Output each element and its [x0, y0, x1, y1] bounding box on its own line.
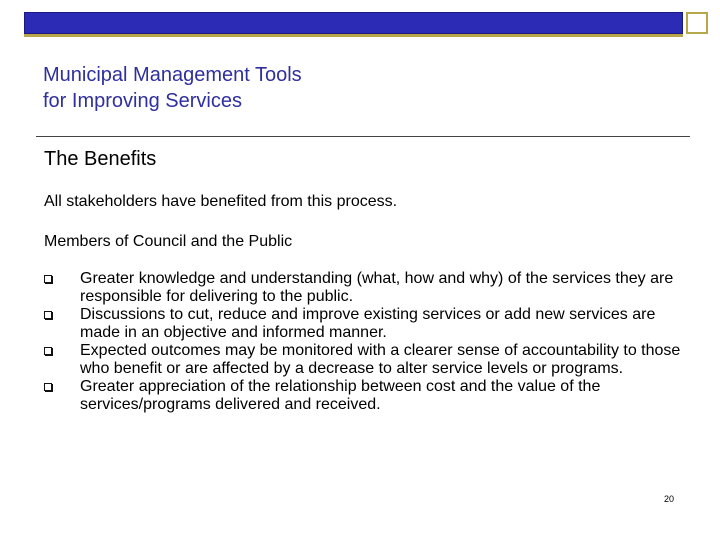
- square-bullet-icon: [44, 383, 52, 391]
- header-accent-line: [24, 34, 683, 37]
- group-heading: Members of Council and the Public: [44, 233, 293, 250]
- slide-subtitle: The Benefits: [44, 148, 157, 170]
- list-item-text: Discussions to cut, reduce and improve existing services or add new services are made in an objective and informed manner.: [80, 306, 656, 341]
- list-item-text: Greater knowledge and understanding (what, how and why) of the services they are responsible for delivering to the public.: [80, 270, 674, 305]
- intro-text: All stakeholders have benefited from this process.: [44, 193, 398, 210]
- list-item: [44, 378, 684, 414]
- list-item-text: Expected outcomes may be monitored with a clearer sense of accountability to those who benefit or are affected by a decrease to alter service levels or programs.: [80, 342, 681, 377]
- benefits-list: [44, 270, 684, 414]
- header-bar: [24, 12, 683, 34]
- slide-title: [43, 62, 302, 114]
- square-bullet-icon: [44, 311, 52, 319]
- square-bullet-icon: [44, 275, 52, 283]
- slide-title-line-2: for Improving Services: [43, 90, 242, 112]
- title-divider: [36, 136, 690, 137]
- list-item-text: Greater appreciation of the relationship between cost and the value of the services/programs delivered and received.: [80, 378, 601, 413]
- list-item: [44, 342, 684, 378]
- list-item: [44, 270, 684, 306]
- list-item: [44, 306, 684, 342]
- square-bullet-icon: [44, 347, 52, 355]
- slide-title-line-1: Municipal Management Tools: [43, 64, 302, 86]
- page-number: 20: [664, 494, 675, 504]
- corner-square-decoration: [686, 12, 708, 34]
